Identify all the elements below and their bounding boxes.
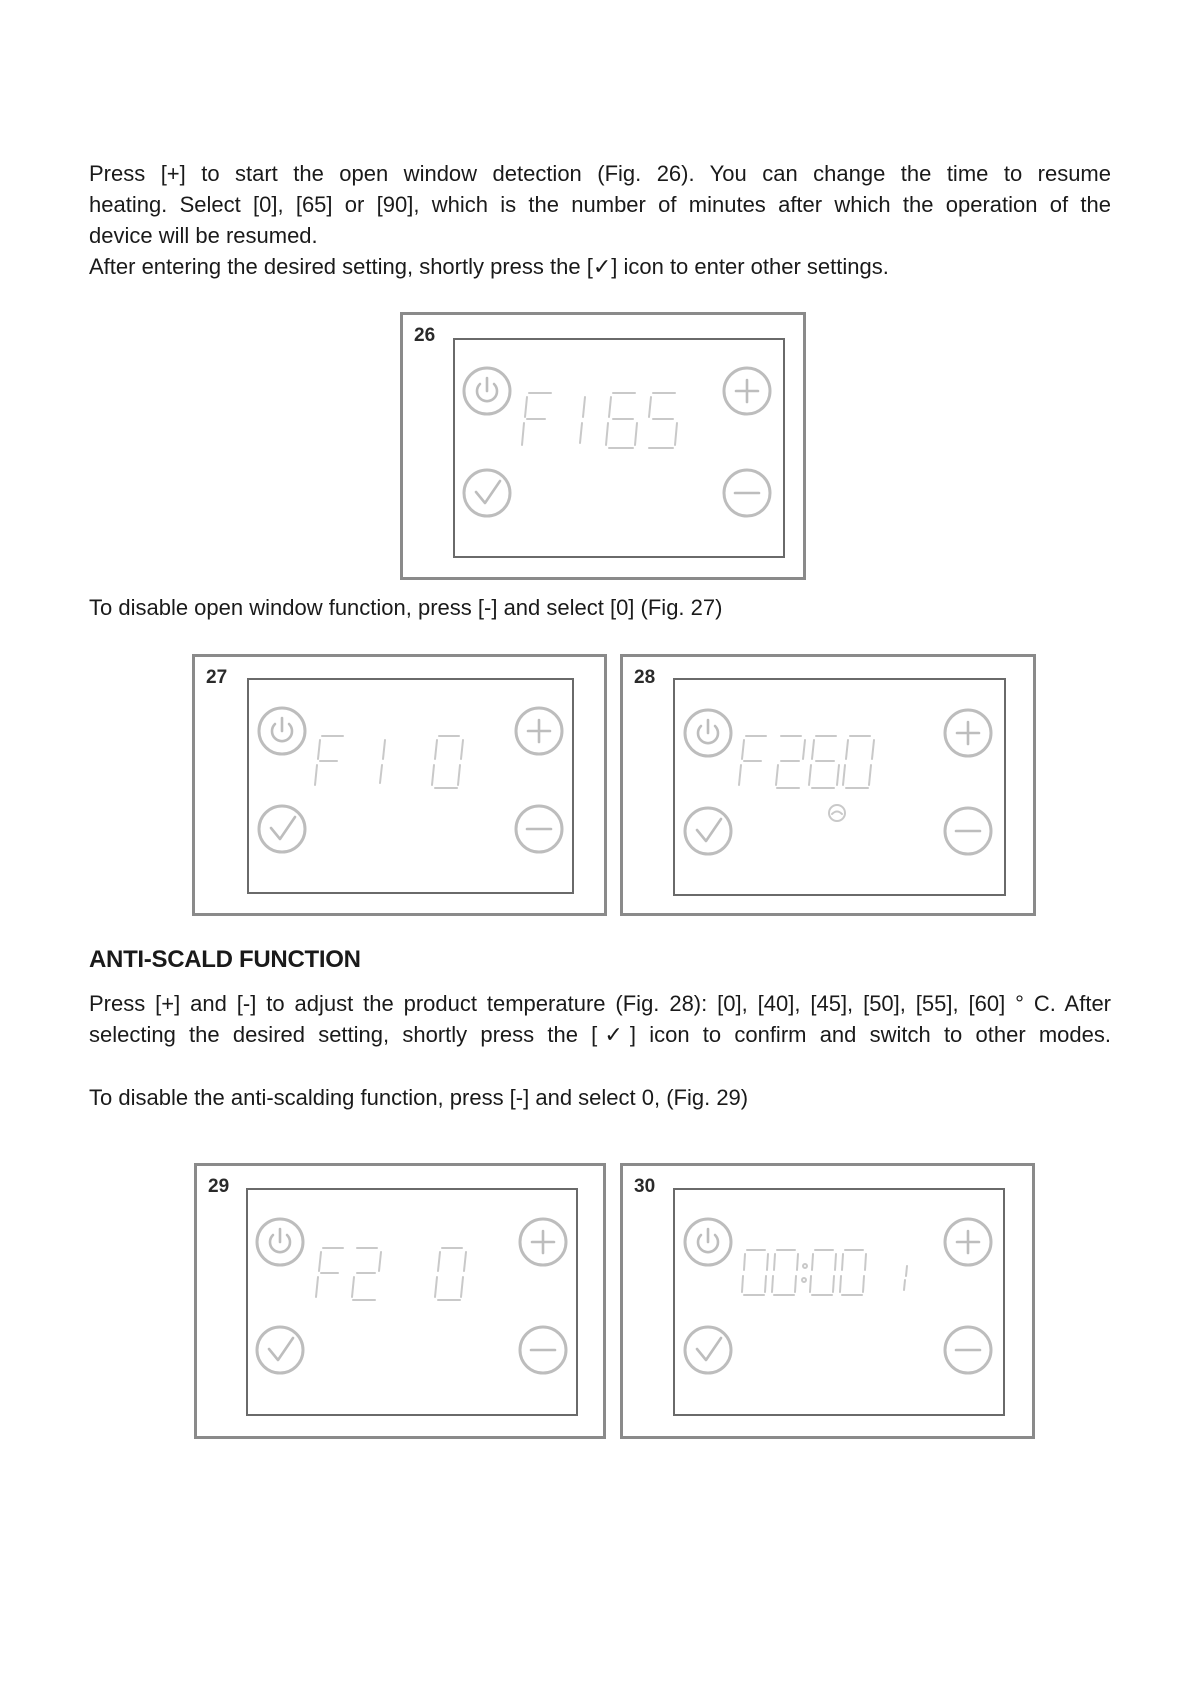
disable-open-window-text: To disable open window function, press [-] and select [0] (Fig. 27) bbox=[89, 595, 723, 620]
power-icon bbox=[257, 1219, 303, 1265]
figure-29 bbox=[194, 1163, 606, 1439]
segment-digit-0 bbox=[435, 1248, 466, 1300]
text-line: heating. Select [0], [65] or [90], which is the number of minutes after which the operation of the bbox=[89, 192, 1111, 217]
text-line: Press [+] and [-] to adjust the product temperature (Fig. 28): [0], [40], [45], [50], [55], [60] ° C. After bbox=[89, 991, 1111, 1016]
minus-icon bbox=[945, 1327, 991, 1373]
text-line: selecting the desired setting, shortly press the [✓] icon to confirm and switch to other modes. bbox=[89, 1022, 1111, 1047]
check-icon bbox=[685, 808, 731, 854]
anti-scald-instructions bbox=[89, 988, 1111, 1050]
figure-30 bbox=[620, 1163, 1035, 1439]
segment-digit-1 bbox=[904, 1266, 907, 1290]
check-icon bbox=[257, 1327, 303, 1373]
segment-digit-f bbox=[739, 736, 766, 785]
plus-icon bbox=[945, 710, 991, 756]
disable-anti-scald-text: To disable the anti-scalding function, press [-] and select 0, (Fig. 29) bbox=[89, 1085, 749, 1110]
text-line: Press [+] to start the open window detection (Fig. 26). You can change the time to resume bbox=[89, 161, 1111, 186]
segment-digit-0 bbox=[840, 1250, 866, 1295]
display-digits bbox=[623, 657, 1039, 919]
display-digits bbox=[623, 1166, 1038, 1442]
minus-icon bbox=[516, 806, 562, 852]
minus-icon bbox=[724, 470, 770, 516]
plus-icon bbox=[945, 1219, 991, 1265]
figure-28 bbox=[620, 654, 1036, 916]
droplet-icon bbox=[829, 805, 845, 821]
power-icon bbox=[685, 710, 731, 756]
segment-digit-0 bbox=[432, 736, 463, 788]
segment-digit-0 bbox=[742, 1250, 768, 1295]
power-icon bbox=[464, 368, 510, 414]
plus-icon bbox=[724, 368, 770, 414]
figure-number: 28 bbox=[634, 667, 656, 688]
figure-26 bbox=[400, 312, 806, 580]
segment-digit-f bbox=[315, 736, 343, 785]
segment-digit-1 bbox=[380, 740, 385, 783]
segment-digit-6 bbox=[809, 736, 839, 788]
segment-digit-0 bbox=[810, 1250, 836, 1295]
display-digits bbox=[195, 657, 610, 919]
check-icon bbox=[685, 1327, 731, 1373]
segment-digit-f bbox=[316, 1248, 343, 1297]
power-icon bbox=[685, 1219, 731, 1265]
segment-digit-5 bbox=[649, 393, 677, 448]
segment-digit-0 bbox=[772, 1250, 798, 1295]
figure-27 bbox=[192, 654, 607, 916]
figure-number: 27 bbox=[206, 667, 228, 688]
segment-digit-f bbox=[522, 393, 551, 445]
segment-digit-0 bbox=[843, 736, 874, 788]
display-digits bbox=[197, 1166, 609, 1442]
figure-number: 26 bbox=[414, 325, 436, 346]
display-digits bbox=[403, 315, 809, 583]
minus-icon bbox=[520, 1327, 566, 1373]
open-window-instructions bbox=[89, 158, 1111, 282]
segment-digit-6 bbox=[606, 393, 637, 448]
check-icon bbox=[464, 470, 510, 516]
segment-digit-2 bbox=[776, 736, 805, 788]
segment-colon bbox=[802, 1264, 807, 1282]
check-icon bbox=[259, 806, 305, 852]
segment-digit-2 bbox=[352, 1248, 381, 1300]
power-icon bbox=[259, 708, 305, 754]
text-line: device will be resumed. bbox=[89, 223, 318, 248]
section-heading: ANTI-SCALD FUNCTION bbox=[89, 946, 361, 973]
text-line: After entering the desired setting, shortly press the [✓] icon to enter other settings. bbox=[89, 254, 889, 279]
plus-icon bbox=[520, 1219, 566, 1265]
plus-icon bbox=[516, 708, 562, 754]
minus-icon bbox=[945, 808, 991, 854]
segment-digit-1 bbox=[580, 397, 585, 443]
figure-number: 29 bbox=[208, 1176, 230, 1197]
figure-number: 30 bbox=[634, 1176, 656, 1197]
